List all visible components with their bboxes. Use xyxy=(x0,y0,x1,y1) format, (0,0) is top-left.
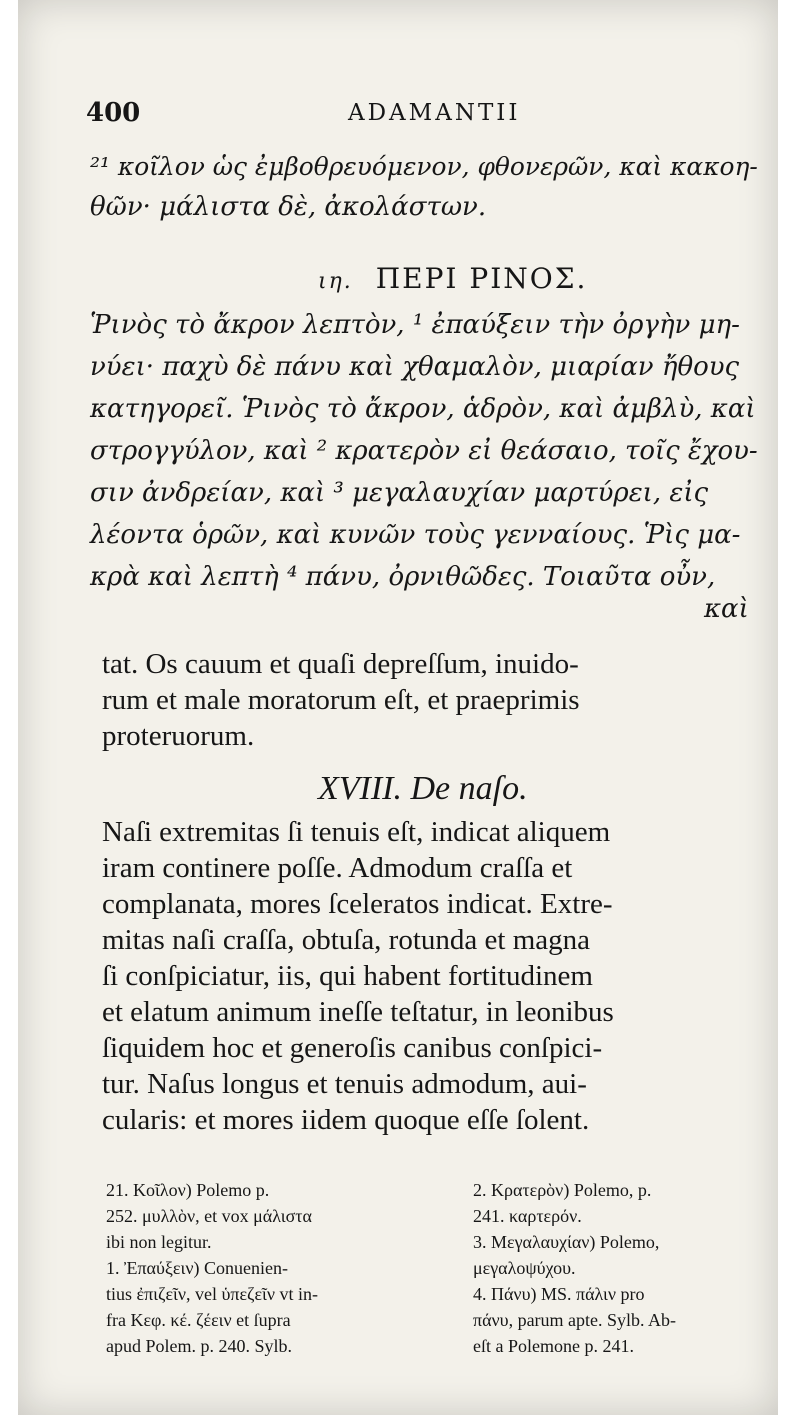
footnote-line: 252. μυλλὸν, et vox μάλιστα xyxy=(106,1206,312,1226)
footnote-line: 3. Μεγαλαυχίαν) Polemo, xyxy=(473,1232,660,1252)
greek-line: στρογγύλον, καὶ ² κρατερὸν εἰ θεάσαιο, τοῖς ἔχου- xyxy=(90,436,758,466)
latin-line: ſi conſpiciatur, iis, qui habent fortitudinem xyxy=(102,960,593,992)
footnote-line: 21. Κοῖλον) Polemo p. xyxy=(106,1180,270,1200)
latin-line: ſiquidem hoc et generoſis canibus conſpici- xyxy=(102,1032,603,1064)
greek-line: ²¹ κοῖλον ὡς ἐμβοθρευόμενον, φθονερῶν, καὶ κακοη- xyxy=(90,152,758,181)
latin-line: et elatum animum ineſſe teſtatur, in leonibus xyxy=(102,996,614,1028)
latin-line: tur. Naſus longus et tenuis admodum, aui- xyxy=(102,1068,587,1100)
footnote-line: μεγαλοψύχου. xyxy=(473,1258,576,1278)
footnote-line: πάνυ, parum apte. Sylb. Ab- xyxy=(473,1310,677,1330)
greek-section-heading xyxy=(318,262,587,295)
footnote-line: 2. Κρατερὸν) Polemo, p. xyxy=(473,1180,652,1200)
footnote-line: ibi non legitur. xyxy=(106,1232,212,1252)
footnote-line: tius ἐπιζεῖν, vel ὑπεζεῖν vt in- xyxy=(106,1284,319,1304)
greek-line: λέοντα ὁρῶν, καὶ κυνῶν τοὺς γενναίους. Ῥὶς μα- xyxy=(90,520,741,550)
footnote-line: eſt a Polemone p. 241. xyxy=(473,1336,634,1356)
latin-line: iram continere poſſe. Admodum craſſa et xyxy=(102,852,573,884)
footnote-line: 241. καρτερόν. xyxy=(473,1206,582,1226)
greek-heading-title: ΠΕΡΙ ΡΙΝΟΣ. xyxy=(375,262,588,295)
latin-line: tat. Os cauum et quaſi depreſſum, inuido- xyxy=(102,648,579,680)
greek-line: κατηγορεῖ. Ῥινὸς τὸ ἄκρον, ἁδρὸν, καὶ ἀμβλὺ, καὶ xyxy=(90,394,756,424)
footnote-line: apud Polem. p. 240. Sylb. xyxy=(106,1336,293,1356)
latin-line: proteruorum. xyxy=(102,720,255,752)
latin-section-heading: XVIII. De naſo. xyxy=(318,770,528,807)
greek-line: θῶν· μάλιστα δὲ, ἀκολάστων. xyxy=(90,192,487,222)
book-page xyxy=(18,0,778,1415)
latin-line: Naſi extremitas ſi tenuis eſt, indicat aliquem xyxy=(102,816,611,848)
greek-line: νύει· παχὺ δὲ πάνυ καὶ χθαμαλὸν, μιαρίαν ἤθους xyxy=(90,352,740,382)
greek-line: καὶ xyxy=(704,594,749,624)
running-head: ADAMANTII xyxy=(348,100,521,126)
greek-heading-number: ιη. xyxy=(318,269,353,294)
footnote-line: fra Κεφ. κέ. ζέειν et ſupra xyxy=(106,1310,291,1330)
greek-line: Ῥινὸς τὸ ἄκρον λεπτὸν, ¹ ἐπαύξειν τὴν ὀργὴν μη- xyxy=(90,310,740,340)
page-number: 400 xyxy=(86,98,141,128)
footnote-line: 1. Ἐπαύξειν) Conuenien- xyxy=(106,1258,288,1278)
latin-line: complanata, mores ſceleratos indicat. Extre- xyxy=(102,888,613,920)
latin-line: mitas naſi craſſa, obtuſa, rotunda et magna xyxy=(102,924,591,956)
footnote-line: 4. Πάνυ) MS. πάλιν pro xyxy=(473,1284,645,1304)
greek-line: σιν ἀνδρείαν, καὶ ³ μεγαλαυχίαν μαρτύρει, εἰς xyxy=(90,478,709,508)
latin-line: cularis: et mores iidem quoque eſſe ſolent. xyxy=(102,1104,590,1136)
greek-line: κρὰ καὶ λεπτὴ ⁴ πάνυ, ὀρνιθῶδες. Τοιαῦτα οὖν, xyxy=(90,562,716,592)
latin-line: rum et male moratorum eſt, et praeprimis xyxy=(102,684,580,716)
page-header xyxy=(86,98,646,132)
